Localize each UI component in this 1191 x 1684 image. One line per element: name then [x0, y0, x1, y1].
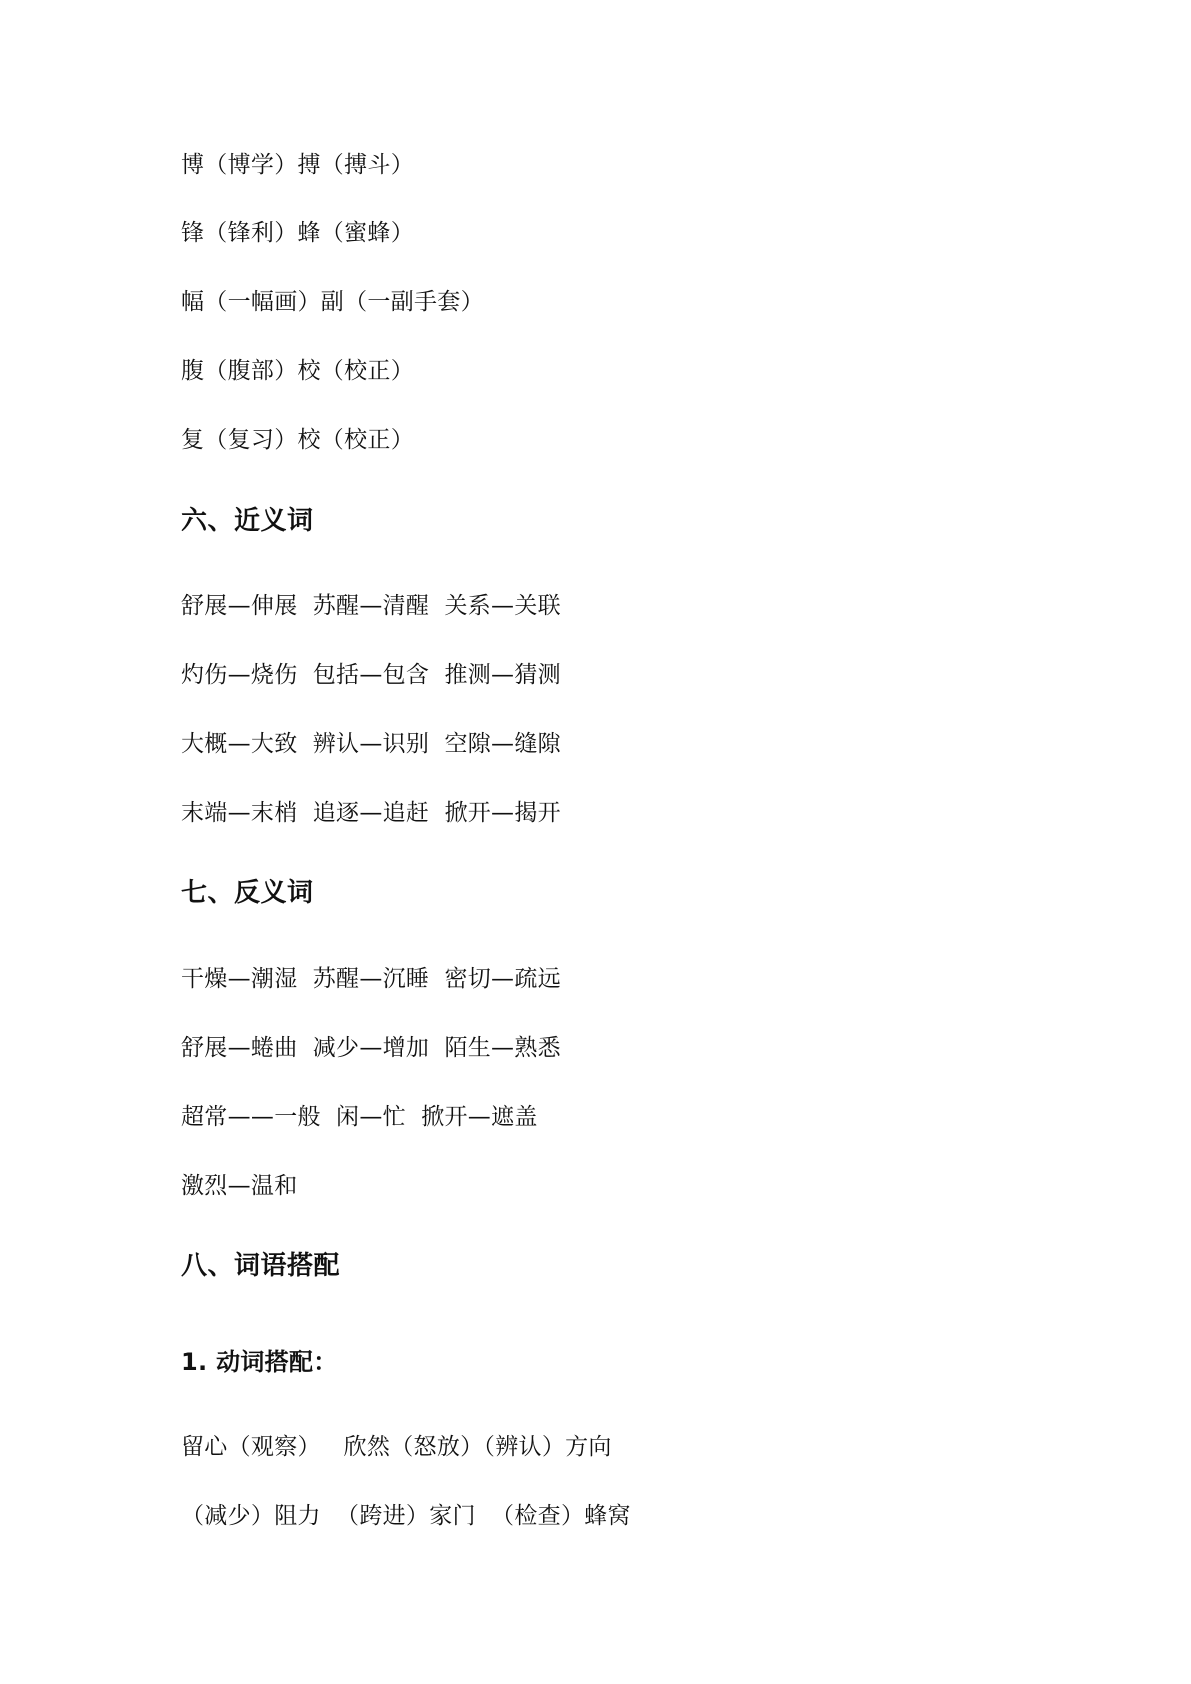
- text-line: 腹（腹部）校（校正）: [181, 358, 414, 384]
- subheading-verb-collocations: 1. 动词搭配：: [181, 1348, 338, 1376]
- text-line: 超常——一般 闲—忙 掀开—遮盖: [181, 1104, 538, 1130]
- text-line: （减少）阻力 （跨进）家门 （检查）蜂窝: [181, 1503, 631, 1529]
- text-line: 舒展—伸展 苏醒—清醒 关系—关联: [181, 593, 561, 619]
- text-line: 大概—大致 辨认—识别 空隙—缝隙: [181, 731, 561, 757]
- section-heading-synonyms: 六、近义词: [181, 506, 314, 536]
- text-line: 留心（观察） 欣然（怒放）（辨认）方向: [181, 1434, 612, 1460]
- text-line: 博（博学）搏（搏斗）: [181, 152, 414, 178]
- text-line: 末端—末梢 追逐—追赶 掀开—揭开: [181, 800, 561, 826]
- text-line: 复（复习）校（校正）: [181, 427, 414, 453]
- text-line: 灼伤—烧伤 包括—包含 推测—猜测: [181, 662, 561, 688]
- text-line: 干燥—潮湿 苏醒—沉睡 密切—疏远: [181, 966, 561, 992]
- text-line: 激烈—温和: [181, 1173, 298, 1199]
- section-heading-collocations: 八、词语搭配: [181, 1251, 341, 1281]
- section-heading-antonyms: 七、反义词: [181, 878, 314, 908]
- text-line: 锋（锋利）蜂（蜜蜂）: [181, 220, 414, 246]
- text-line: 舒展—蜷曲 减少—增加 陌生—熟悉: [181, 1035, 561, 1061]
- text-line: 幅（一幅画）副（一副手套）: [181, 289, 484, 315]
